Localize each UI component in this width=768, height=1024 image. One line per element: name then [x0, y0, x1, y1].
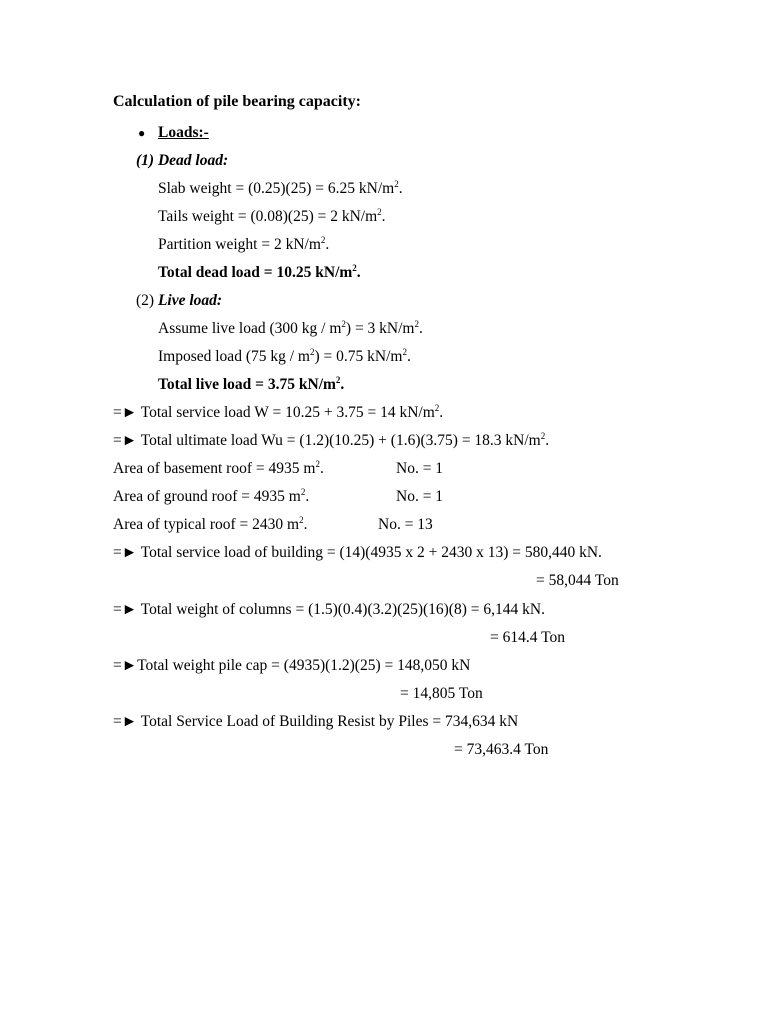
pile-cap-weight-line: =►Total weight pile cap = (4935)(1.2)(25) = 148,050 kN: [113, 657, 471, 674]
columns-weight-result: = 614.4 Ton: [490, 629, 565, 646]
arrow-icon: =►: [113, 544, 138, 561]
basement-roof-count: No. = 1: [396, 460, 444, 477]
building-load-line: =► Total service load of building = (14)(4935 x 2 + 2430 x 13) = 580,440 kN.: [113, 544, 602, 561]
columns-weight-line: =► Total weight of columns = (1.5)(0.4)(3.2)(25)(16)(8) = 6,144 kN.: [113, 601, 545, 618]
arrow-icon: =►: [113, 713, 138, 730]
arrow-icon: =►: [113, 657, 138, 674]
typical-roof-area-line: Area of typical roof = 2430 $m^2$.: [113, 515, 308, 533]
tails-weight-line: Tails weight = (0.08)(25) = 2 $kN/m^2$.: [158, 207, 386, 225]
arrow-icon: =►: [113, 601, 138, 618]
assume-live-load-line: Assume live load (300 kg / $m^2) = 3$ $kN/m^2$.: [158, 319, 423, 337]
building-load-result: = 58,044 Ton: [536, 572, 619, 589]
live-load-heading: (2) Live load:: [136, 292, 223, 309]
typical-roof-count: No. = 13: [378, 516, 433, 533]
ground-roof-count: No. = 1: [396, 488, 444, 505]
pile-cap-weight-result: = 14,805 Ton: [400, 685, 483, 702]
piles-load-line: =► Total Service Load of Building Resist by Piles = 734,634 kN: [113, 713, 519, 730]
basement-roof-area-line: Area of basement roof = 4935 $m^2$.: [113, 459, 324, 477]
bullet-icon: ●: [138, 126, 146, 140]
ultimate-load-line: =► Total ultimate load Wu = (1.2)(10.25) + (1.6)(3.75) = 18.3 $kN/m^2$.: [113, 431, 550, 449]
arrow-icon: =►: [113, 432, 138, 449]
service-load-line: =► Total service load W = 10.25 + 3.75 = 14 $kN/m^2$.: [113, 403, 444, 421]
imposed-load-line: Imposed load (75 kg / $m^2) = 0.75$ $kN/m^2$.: [158, 347, 411, 365]
total-dead-load-line: Total dead load = 10.25 $kN/m^2$.: [158, 263, 361, 281]
loads-heading: Loads:-: [158, 124, 209, 141]
page-title: Calculation of pile bearing capacity:: [113, 93, 361, 110]
piles-load-result: = 73,463.4 Ton: [454, 741, 549, 758]
dead-load-heading: (1) Dead load:: [136, 152, 229, 169]
slab-weight-line: Slab weight = (0.25)(25) = 6.25 $kN/m^2$.: [158, 179, 403, 197]
ground-roof-area-line: Area of ground roof = 4935 $m^2$.: [113, 487, 310, 505]
partition-weight-line: Partition weight = 2 $kN/m^2$.: [158, 235, 330, 253]
total-live-load-line: Total live load = 3.75 $kN/m^2$.: [158, 375, 345, 393]
arrow-icon: =►: [113, 404, 138, 421]
